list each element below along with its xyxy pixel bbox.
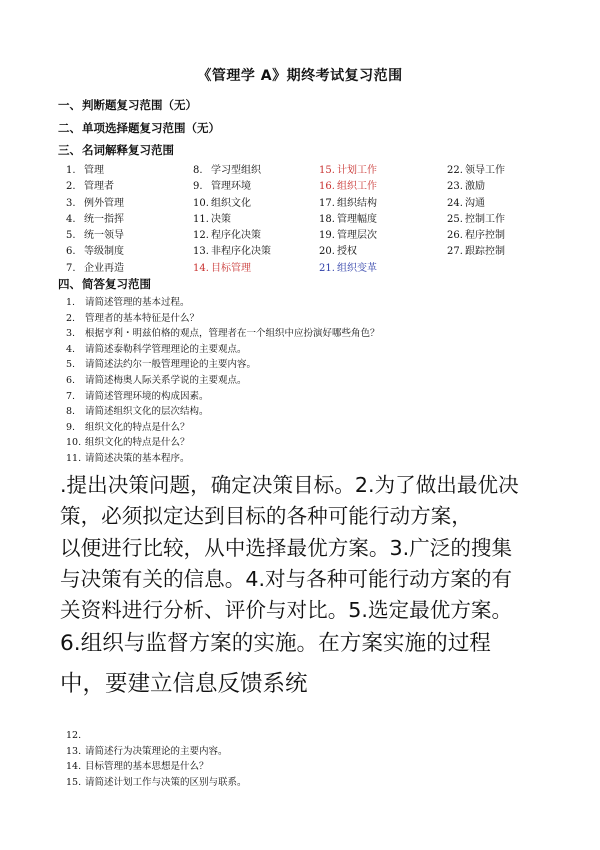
answer-line: 策，必须拟定达到目标的各种可能行动方案，: [60, 504, 472, 529]
section-heading-terms: [58, 142, 174, 158]
term-item-highlighted: 15. 计划工作: [319, 165, 377, 176]
section-number: 三、: [58, 143, 81, 157]
question-item: 8. 请简述组织文化的层次结构。: [66, 406, 209, 418]
term-item-highlighted: 21. 组织变革: [319, 262, 377, 274]
question-item: 5. 请简述法约尔一般管理理论的主要内容。: [66, 359, 257, 371]
section-heading-true-false: [58, 97, 197, 113]
term-item: 27. 跟踪控制: [447, 246, 505, 258]
term-item: 22. 领导工作: [447, 165, 505, 176]
question-item: 11. 请简述决策的基本程序。: [66, 452, 190, 464]
section-heading-multiple-choice: [58, 120, 220, 136]
term-item: 4. 统一指挥: [66, 213, 124, 225]
term-item: 25. 控制工作: [447, 213, 505, 225]
answer-line: 以便进行比较，从中选择最优方案。3.广泛的搜集: [60, 535, 513, 560]
term-item: 19. 管理层次: [319, 230, 377, 242]
term-item: 5. 统一领导: [66, 230, 124, 242]
term-item: 18. 管理幅度: [319, 213, 377, 225]
question-item: 13. 请简述行为决策理论的主要内容。: [66, 745, 228, 757]
section-number: 二、: [58, 121, 81, 135]
question-item: 9. 组织文化的特点是什么？: [66, 421, 190, 433]
term-item: 1. 管理: [66, 165, 104, 176]
term-item: 9. 管理环境: [193, 181, 251, 193]
section-label: 单项选择题复习范围（无）: [82, 121, 220, 135]
term-item: 10. 组织文化: [193, 197, 251, 209]
term-item: 26. 程序控制: [447, 230, 505, 242]
question-item: 1. 请简述管理的基本过程。: [66, 297, 190, 308]
answer-text-block: [60, 470, 550, 702]
question-item: 2. 管理者的基本特征是什么？: [66, 312, 200, 324]
answer-line: 关资料进行分析、评价与对比。5.选定最优方案。: [60, 598, 513, 623]
page-title: 《管理学 A》期终考试复习范围: [197, 68, 403, 84]
term-item: 23. 激励: [447, 181, 485, 193]
term-item: 2. 管理者: [66, 181, 114, 193]
term-item: 12. 程序化决策: [193, 230, 261, 242]
question-item: 10. 组织文化的特点是什么？: [66, 437, 190, 449]
term-grid: [66, 161, 526, 275]
question-item: 14. 目标管理的基本思想是什么？: [66, 761, 209, 773]
term-item: 24. 沟通: [447, 197, 485, 209]
section-heading-short-answer: [58, 276, 151, 292]
section-label: 判断题复习范围（无）: [82, 98, 197, 112]
answer-line: 与决策有关的信息。4.对与各种可能行动方案的有: [60, 566, 513, 591]
section-label: 简答复习范围: [82, 277, 151, 291]
answer-line: 中，要建立信息反馈系统: [60, 671, 308, 698]
term-item: 17. 组织结构: [319, 197, 377, 209]
answer-line: 6.组织与监督方案的实施。在方案实施的过程: [60, 631, 491, 657]
term-item: 3. 例外管理: [66, 197, 124, 209]
answer-line: .提出决策问题，确定决策目标。2.为了做出最优决: [60, 473, 519, 497]
term-item-highlighted: 14. 目标管理: [193, 262, 251, 274]
section-number: 四、: [58, 277, 81, 291]
question-list: [66, 728, 247, 790]
term-item: 13. 非程序化决策: [193, 246, 271, 258]
term-item-highlighted: 16. 组织工作: [319, 181, 377, 193]
question-item: 12.: [66, 730, 82, 741]
question-item: 15. 请简述计划工作与决策的区别与联系。: [66, 776, 247, 788]
question-item: 3. 根据亨利・明兹伯格的观点，管理者在一个组织中应扮演好哪些角色？: [66, 328, 380, 340]
term-item: 7. 企业再造: [66, 262, 124, 274]
term-item: 20. 授权: [319, 246, 357, 258]
question-item: 7. 请简述管理环境的构成因素。: [66, 390, 209, 402]
term-item: 6. 等级制度: [66, 246, 124, 258]
section-number: 一、: [58, 98, 81, 112]
question-item: 4. 请简述泰勒科学管理理论的主要观点。: [66, 343, 247, 355]
term-item: 8. 学习型组织: [193, 165, 261, 176]
term-item: 11. 决策: [193, 213, 231, 225]
question-item: 6. 请简述梅奥人际关系学说的主要观点。: [66, 374, 247, 386]
section-label: 名词解释复习范围: [82, 143, 174, 157]
question-list: [66, 295, 380, 467]
